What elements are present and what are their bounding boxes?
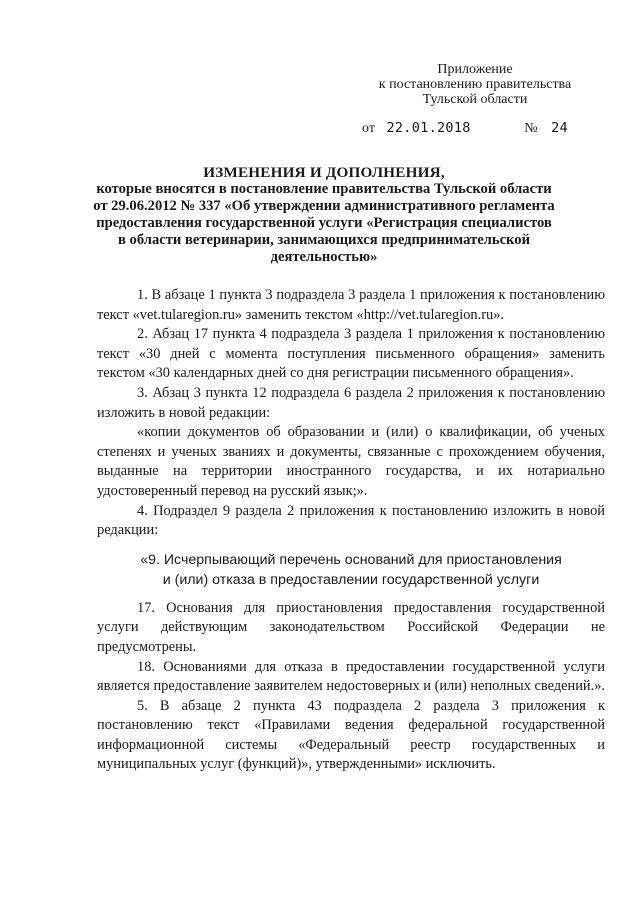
paragraph-item-2: 2. Абзац 17 пункта 4 подраздела 3 раздела 1 приложения к постановлению текст «30 дней с момента поступления письменного обращения» заменить текстом «30 календарных дней со дня регистрации письменного обращения». [97,326,605,382]
document-body [97,286,605,775]
paragraph-item-3: 3. Абзац 3 пункта 12 подраздела 6 раздела 2 приложения к постановлению изложить в новой редакции: [97,384,605,421]
subsection-heading [97,550,605,590]
date-prefix: от [362,121,375,136]
appendix-region: Тульской области [422,92,528,107]
title-line: от 29.06.2012 № 337 «Об утверждении административного регламента [93,198,555,214]
document-date: 22.01.2018 [386,120,471,136]
appendix-header [365,62,585,107]
document-number: 24 [551,120,568,136]
appendix-resolution-ref: к постановлению правительства [378,77,572,92]
title-line: деятельностью» [270,249,378,265]
paragraph-item-17: 17. Основания для приостановления предоставления государственной услуги действующим законодательством Российской Федерации не предусмотрены. [97,599,605,655]
paragraph-item-18: 18. Основаниями для отказа в предоставлении государственной услуги является предоставление заявителем недостоверных и (или) неполных сведений.». [97,658,606,695]
title-main: ИЗМЕНЕНИЯ И ДОПОЛНЕНИЯ, [203,164,445,181]
paragraph-item-5: 5. В абзаце 2 пункта 43 подраздела 2 раздела 3 приложения к постановлению текст «Правилами ведения федеральной государственной информационной системы «Федеральный реестр государственных и муниципальных услуг (функций)», утвержденными» исключить. [97,697,605,773]
document-title [80,164,568,266]
quoted-text: «копии документов об образовании и (или) о квалификации, об ученых степенях и ученых званиях и документы, связанные с прохождением обучения, выданные на территории иностранного государства, и их нотариально удостоверенный перевод на русский язык;». [97,424,605,499]
paragraph-item-4: 4. Подраздел 9 раздела 2 приложения к постановлению изложить в новой редакции: [97,502,605,539]
title-line: предоставления государственной услуги «Регистрация специалистов [96,215,552,231]
paragraph-item-1: 1. В абзаце 1 пункта 3 подраздела 3 раздела 1 приложения к постановлению текст «vet.tularegion.ru» заменить текстом «http://vet.tularegion.ru». [97,287,605,323]
appendix-label: Приложение [437,62,513,77]
date-number-line [362,120,612,137]
title-line: которые вносятся в постановление правительства Тульской области [96,181,552,197]
subsection-heading-line: «9. Исчерпывающий перечень оснований для приостановления [140,551,562,568]
number-sign: № [524,121,538,136]
subsection-heading-line: и (или) отказа в предоставлении государственной услуги [162,571,540,588]
title-line: в области ветеринарии, занимающихся предпринимательской [118,232,530,248]
